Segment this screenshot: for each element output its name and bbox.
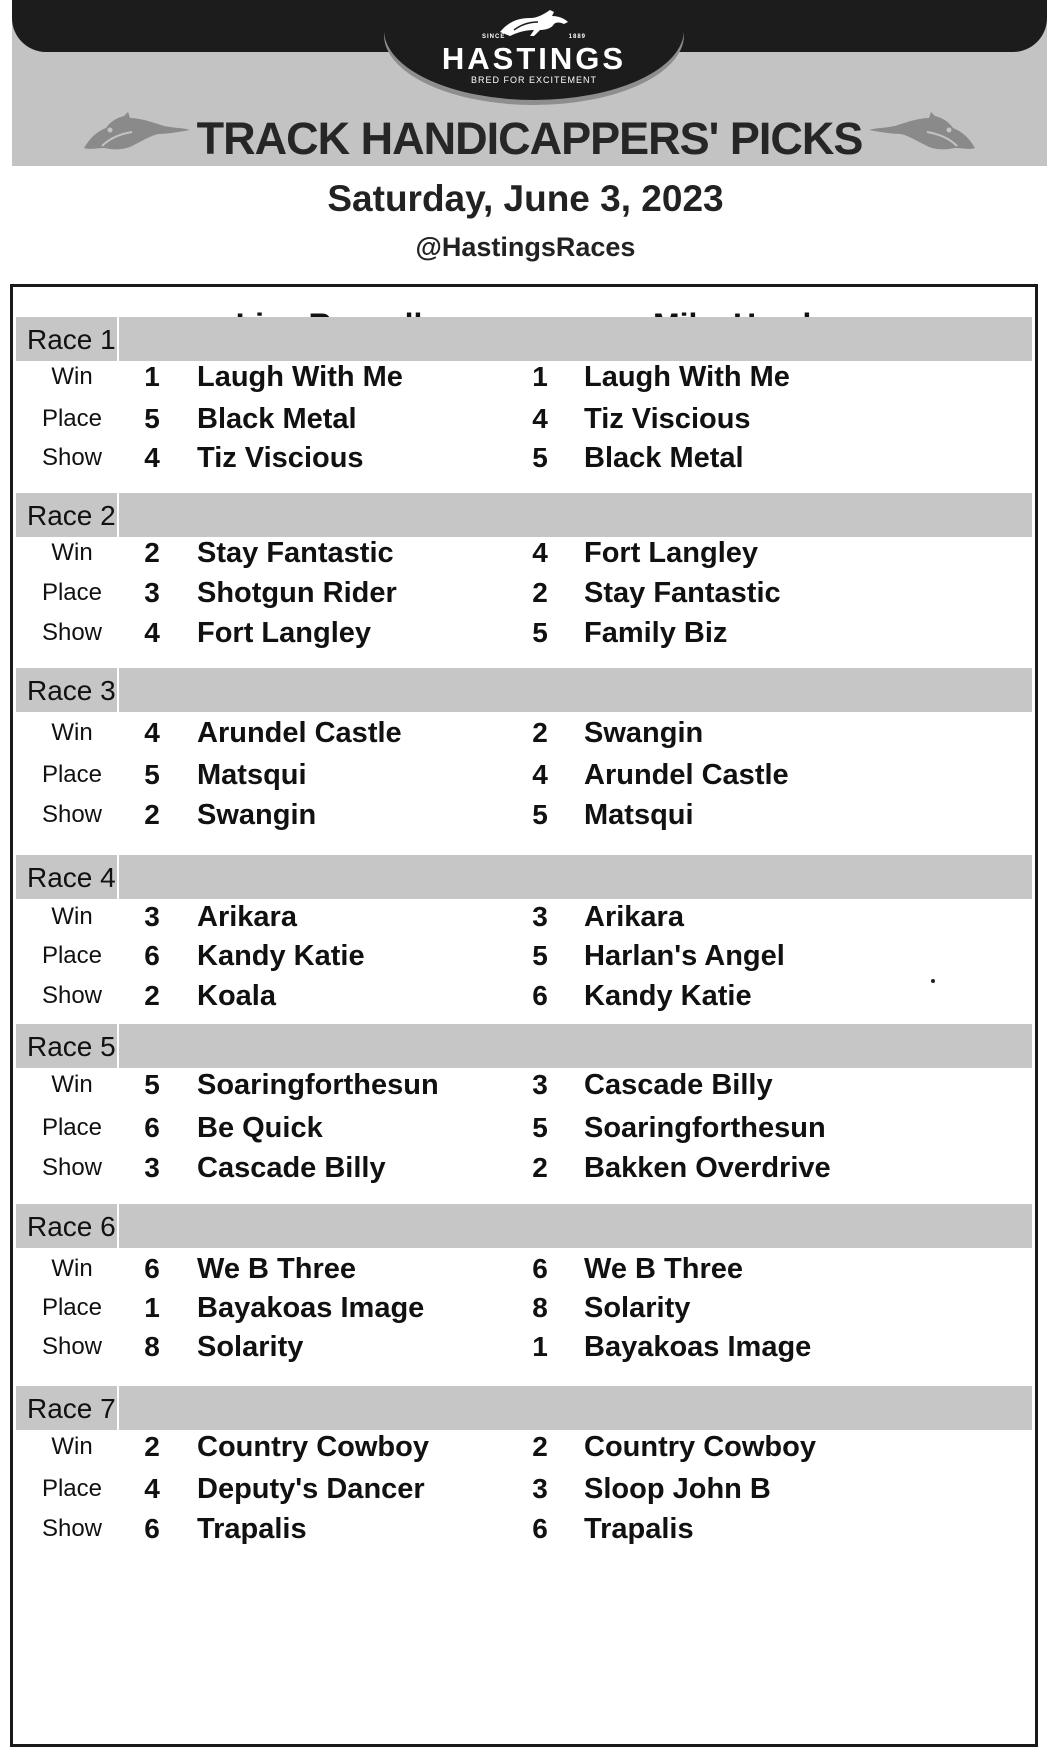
horse-name: Fort Langley [584, 537, 759, 569]
finish-position: Show [41, 1154, 103, 1181]
finish-position: Place [41, 1114, 103, 1141]
pick-row [13, 897, 1035, 937]
horse-name: Swangin [584, 717, 704, 749]
horse-name: Bayakoas Image [197, 1292, 425, 1324]
race-header-bar [16, 1024, 1032, 1068]
horse-number: 5 [532, 799, 548, 830]
race-header-bar [16, 493, 1032, 537]
horse-name: Kandy Katie [197, 940, 365, 972]
horse-number: 1 [532, 1331, 548, 1362]
horse-number: 5 [532, 617, 548, 648]
pick-row [13, 1327, 1035, 1367]
finish-position: Show [41, 801, 103, 828]
horse-number: 5 [144, 1069, 160, 1100]
pick-row [13, 1288, 1035, 1328]
horse-name: Bayakoas Image [584, 1331, 812, 1363]
race-section [13, 1386, 1035, 1556]
horse-name: Arikara [584, 901, 684, 933]
horse-name: Stay Fantastic [197, 537, 394, 569]
horse-name: Swangin [197, 799, 317, 831]
logo-tagline: BRED FOR EXCITEMENT [470, 75, 597, 85]
horse-number: 6 [144, 1112, 160, 1143]
horse-number: 4 [532, 403, 548, 434]
pick-row [13, 1148, 1035, 1188]
race-label: Race 5 [17, 1024, 119, 1068]
race-header-bar [16, 668, 1032, 712]
finish-position: Place [41, 405, 103, 432]
horse-name: Stay Fantastic [584, 577, 781, 609]
horse-name: Country Cowboy [197, 1431, 429, 1463]
horse-number: 5 [144, 759, 160, 790]
pick-row [13, 399, 1035, 439]
horse-name: Black Metal [197, 403, 357, 435]
race-section [13, 855, 1035, 1025]
race-header-bar [16, 855, 1032, 899]
horse-name: Matsqui [584, 799, 694, 831]
horse-number: 6 [532, 980, 548, 1011]
finish-position: Place [41, 1294, 103, 1321]
horse-name: Tiz Viscious [584, 403, 751, 435]
horse-name: Sloop John B [584, 1473, 771, 1505]
pick-row [13, 795, 1035, 835]
horse-name: Arikara [197, 901, 297, 933]
horse-number: 4 [144, 442, 160, 473]
race-section [13, 1024, 1035, 1194]
pick-row [13, 936, 1035, 976]
horse-number: 3 [144, 577, 160, 608]
horse-number: 6 [532, 1253, 548, 1284]
race-label: Race 3 [17, 668, 119, 712]
horse-name: Soaringforthesun [584, 1112, 826, 1144]
page-title: TRACK HANDICAPPERS' PICKS [196, 113, 863, 164]
horse-number: 3 [532, 1069, 548, 1100]
horse-name: Deputy's Dancer [197, 1473, 425, 1505]
stray-mark [931, 979, 935, 983]
finish-position: Win [51, 903, 93, 930]
finish-position: Show [41, 619, 103, 646]
horse-name: Arundel Castle [197, 717, 402, 749]
horse-name: Be Quick [197, 1112, 323, 1144]
race-header-bar [16, 1204, 1032, 1248]
header-banner [12, 0, 1047, 166]
finish-position: Win [51, 1433, 93, 1460]
race-header-bar [16, 1386, 1032, 1430]
horse-number: 8 [144, 1331, 160, 1362]
horse-name: Laugh With Me [197, 361, 403, 393]
horse-number: 3 [144, 901, 160, 932]
finish-position: Win [51, 1255, 93, 1282]
pick-row [13, 1509, 1035, 1549]
pick-row [13, 1249, 1035, 1289]
horse-number: 5 [532, 940, 548, 971]
pick-row [13, 976, 1035, 1016]
hastings-logo [384, 0, 684, 100]
horse-number: 1 [144, 361, 160, 392]
horse-number: 3 [532, 901, 548, 932]
horse-number: 6 [144, 1513, 160, 1544]
social-handle: @HastingsRaces [415, 232, 636, 262]
finish-position: Win [51, 719, 93, 746]
pick-row [13, 1469, 1035, 1509]
race-header-bar [16, 317, 1032, 361]
horse-name: Trapalis [197, 1513, 307, 1545]
pick-row [13, 573, 1035, 613]
logo-since: SINCE [482, 34, 506, 40]
horse-number: 2 [144, 980, 160, 1011]
horse-number: 6 [144, 940, 160, 971]
finish-position: Show [41, 444, 103, 471]
horse-number: 4 [532, 537, 548, 568]
horse-number: 5 [144, 403, 160, 434]
horse-number: 2 [144, 537, 160, 568]
horse-name: Bakken Overdrive [584, 1152, 831, 1184]
horse-name: Fort Langley [197, 617, 372, 649]
horse-name: Shotgun Rider [197, 577, 397, 609]
horse-number: 2 [532, 577, 548, 608]
horse-number: 5 [532, 1112, 548, 1143]
logo-year: 1889 [568, 34, 586, 40]
pick-row [13, 438, 1035, 478]
race-section [13, 668, 1035, 838]
horse-name: Family Biz [584, 617, 728, 649]
horse-number: 6 [144, 1253, 160, 1284]
pick-row [13, 755, 1035, 795]
finish-position: Show [41, 982, 103, 1009]
horse-name: We B Three [197, 1253, 357, 1285]
horse-number: 2 [532, 717, 548, 748]
finish-position: Place [41, 761, 103, 788]
horse-name: Cascade Billy [584, 1069, 773, 1101]
horse-number: 1 [532, 361, 548, 392]
horse-name: Laugh With Me [584, 361, 790, 393]
race-section [13, 1204, 1035, 1374]
finish-position: Show [41, 1333, 103, 1360]
horse-logo-icon [494, 6, 574, 40]
horse-name: Soaringforthesun [197, 1069, 439, 1101]
horse-name: Solarity [584, 1292, 691, 1324]
horse-name: Black Metal [584, 442, 744, 474]
pick-row [13, 1108, 1035, 1148]
horse-head-icon [867, 108, 979, 156]
finish-position: Win [51, 363, 93, 390]
horse-number: 6 [532, 1513, 548, 1544]
horse-name: Solarity [197, 1331, 304, 1363]
finish-position: Place [41, 1475, 103, 1502]
finish-position: Place [41, 579, 103, 606]
race-label: Race 1 [17, 317, 119, 361]
pick-row [13, 1427, 1035, 1467]
horse-name: Cascade Billy [197, 1152, 386, 1184]
horse-number: 8 [532, 1292, 548, 1323]
horse-number: 2 [144, 1431, 160, 1462]
horse-name: Kandy Katie [584, 980, 752, 1012]
horse-name: Tiz Viscious [197, 442, 364, 474]
horse-number: 3 [532, 1473, 548, 1504]
race-label: Race 6 [17, 1204, 119, 1248]
horse-name: Koala [197, 980, 276, 1012]
horse-number: 4 [144, 1473, 160, 1504]
finish-position: Place [41, 942, 103, 969]
pick-row [13, 613, 1035, 653]
race-label: Race 4 [17, 855, 119, 899]
finish-position: Win [51, 539, 93, 566]
race-date: Saturday, June 3, 2023 [327, 178, 724, 219]
horse-name: Trapalis [584, 1513, 694, 1545]
race-label: Race 2 [17, 493, 119, 537]
pick-row [13, 357, 1035, 397]
race-label: Race 7 [17, 1386, 119, 1430]
logo-name: HASTINGS [441, 41, 627, 76]
horse-number: 2 [532, 1152, 548, 1183]
horse-name: Matsqui [197, 759, 307, 791]
horse-number: 4 [144, 617, 160, 648]
finish-position: Win [51, 1071, 93, 1098]
pick-row [13, 1065, 1035, 1105]
horse-number: 2 [532, 1431, 548, 1462]
horse-name: We B Three [584, 1253, 744, 1285]
horse-number: 3 [144, 1152, 160, 1183]
horse-name: Arundel Castle [584, 759, 789, 791]
race-section [13, 493, 1035, 663]
horse-number: 4 [144, 717, 160, 748]
pick-row [13, 713, 1035, 753]
race-section [13, 317, 1035, 487]
horse-number: 2 [144, 799, 160, 830]
picks-table [10, 284, 1038, 1747]
horse-number: 4 [532, 759, 548, 790]
horse-number: 5 [532, 442, 548, 473]
horse-name: Country Cowboy [584, 1431, 816, 1463]
horse-name: Harlan's Angel [584, 940, 785, 972]
pick-row [13, 533, 1035, 573]
finish-position: Show [41, 1515, 103, 1542]
horse-number: 1 [144, 1292, 160, 1323]
